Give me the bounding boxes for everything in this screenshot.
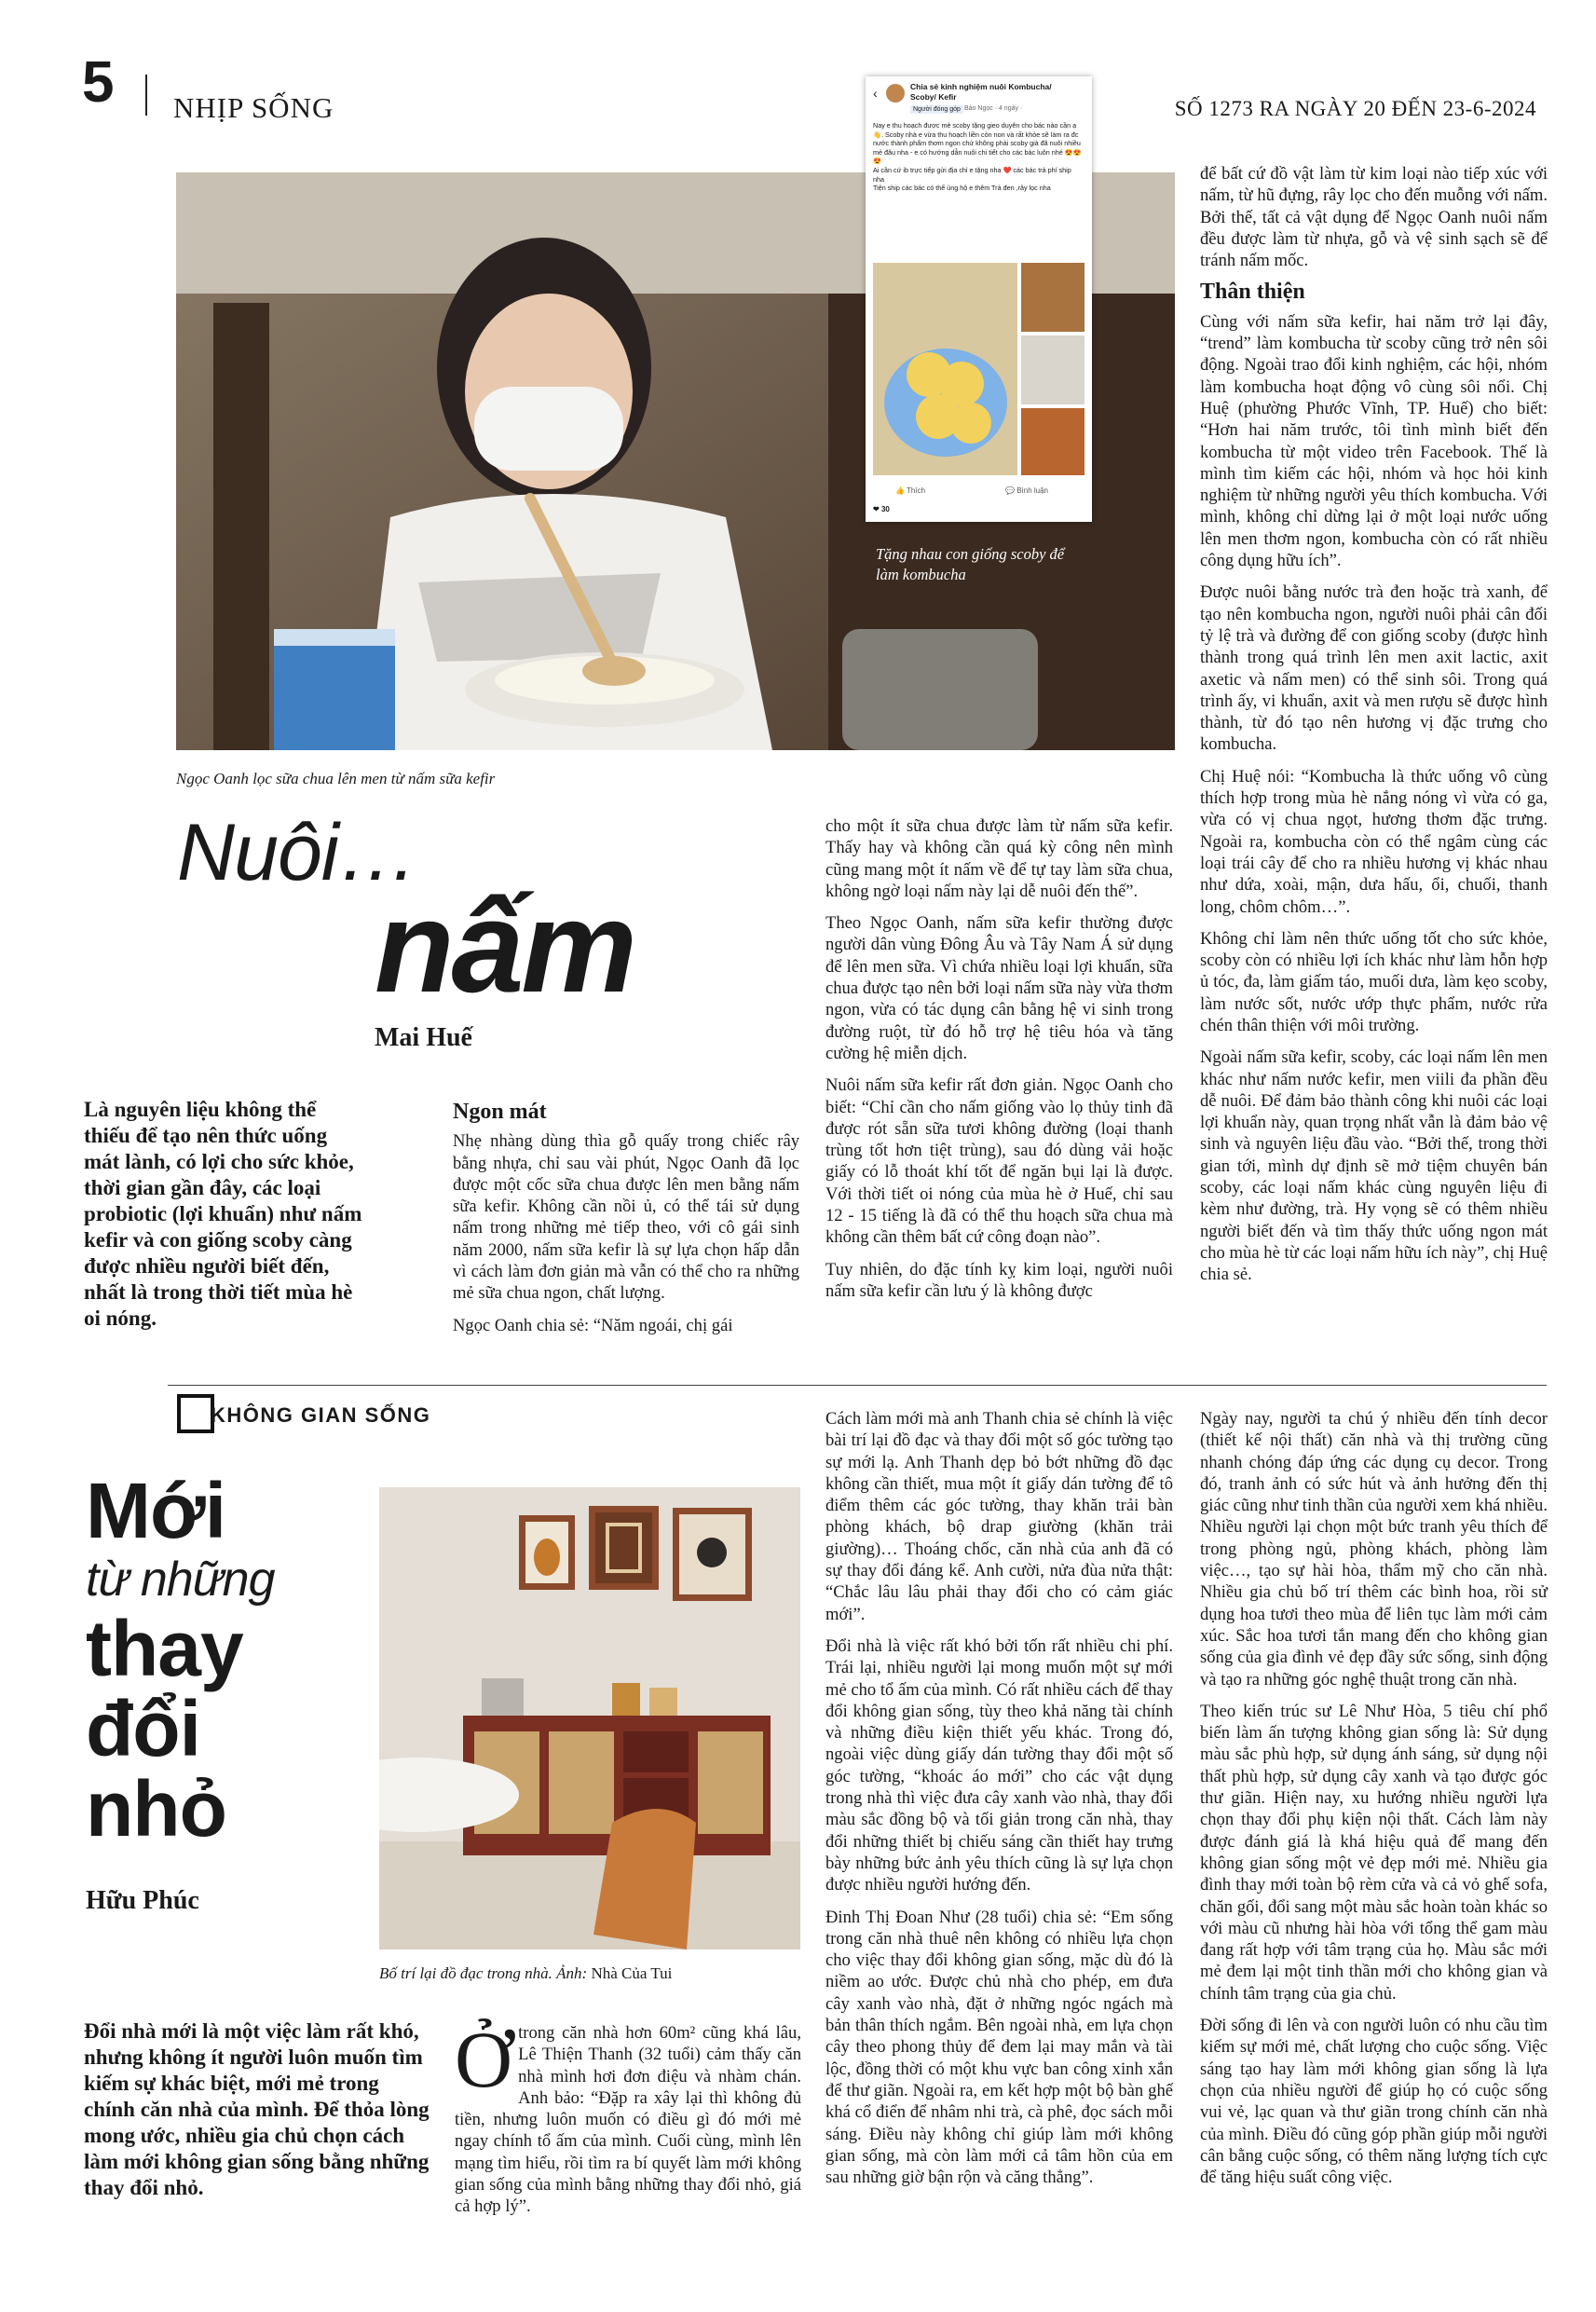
paragraph: Đời sống đi lên và con người luôn có nhu cầu tìm kiếm sự mới mẻ, chất lượng cho cuộc sống. Việc sáng tạo hay làm mới không gian sống là lựa chọn của nhiều người để giúp họ có cuộc sống vui vẻ, lạc quan và thư giãn trong chính căn nhà của mình. Điều đó cũng góp phần giúp mỗi người cân bằng cuộc sống, có thêm năng lượng tích cực để tăng hiệu suất công việc. (1200, 2016, 1548, 2188)
article-column-2 (825, 815, 1173, 1312)
paragraph: Cách làm mới mà anh Thanh chia sẻ chính là việc bài trí lại đồ đạc và thay đổi một số góc tường tạo sự mới lạ. Anh Thanh dẹp bỏ bớt những đồ đạc không cần thiết, mua một ít giấy dán tường để tô điểm thêm các góc tường, thay khăn trải bàn phòng khách, bộ drap giường (khăn trải giường)… Thoáng chốc, căn nhà của anh đã có sự thay đổi đáng kể. Anh cười, nửa đùa nửa thật: “Chắc lâu lâu phải thay đổi cho có cảm giác mới”. (825, 1409, 1173, 1624)
article2-column-1 (455, 2015, 801, 2218)
photo-caption: Ngọc Oanh lọc sữa chua lên men từ nấm sữa kefir (176, 770, 496, 787)
back-arrow-icon[interactable]: ‹ (873, 86, 878, 101)
paragraph: Ngoài nấm sữa kefir, scoby, các loại nấm lên men khác như nấm nước kefir, men viili đa phần đều dễ nuôi. Để đảm bảo thành công khi nuôi các loại lợi khuẩn này, quan trọng nhất vẫn là đảm bảo vệ sinh và nguyên liệu đầu vào. “Bởi thế, trong thời gian tới, mình dự định sẽ mở tiệm chuyên bán scoby, các loại nấm khác cùng nguyên liệu đi kèm như đường, trà. Hy vọng sẽ có thêm nhiều người biết đến và tìm thấy thức uống ngon mát cho mùa hè từ các loại nấm hữu ích này”, chị Huệ chia sẻ. (1200, 1047, 1548, 1285)
living-room-photo (379, 1487, 800, 1949)
paragraph: trong căn nhà hơn 60m² cũng khá lâu, Lê Thiện Thanh (32 tuổi) cảm thấy căn nhà mình hơi đơn điệu và nhàm chán. Anh bảo: “Đặp ra xây lại thì không đủ tiền, nhưng luôn muốn có điều gì đó mới mẻ ngay chính tổ ấm của mình. Cuối cùng, mình lên mạng tìm hiểu, rồi tìm ra bí quyết làm mới không gian sống của mình bằng những thay đổi nhỏ, giá cả hợp lý”. (455, 2023, 801, 2217)
article-title-line2: nấm (375, 873, 634, 1019)
article-title-line1: Nuôi… (177, 808, 417, 897)
post-photo-jar (1021, 263, 1084, 332)
comment-label: Bình luận (1016, 486, 1048, 495)
title-word: đổi (86, 1685, 200, 1772)
post-photo-bottles (1021, 408, 1084, 475)
photo-credit: Nhà Của Tui (591, 1964, 673, 1982)
paragraph: Ngọc Oanh chia sẻ: “Năm ngoái, chị gái (453, 1315, 733, 1335)
like-label: Thích (907, 486, 926, 495)
like-button[interactable]: 👍 Thích (895, 486, 926, 495)
header-divider (145, 75, 147, 116)
section-name: NHỊP SỐNG (173, 91, 334, 124)
paragraph: Cùng với nấm sữa kefir, hai năm trở lại đây, “trend” làm kombucha từ scoby cũng trở nên sôi động. Ngoài trao đổi kinh nghiệm, các hội, nhóm làm kombucha hoạt động vô cùng sôi nổi. Chị Huệ (phường Phước Vĩnh, TP. Huế) cho biết: “Hơn hai năm trước, tôi tình mình biết đến kombucha từ một video trên Facebook. Thế là mình tìm kiếm các hội, nhóm và học hỏi kinh nghiệm từ những người yêu thích kombucha. Với mình, không chỉ dừng lại ở một loại nước uống lên men thơm ngon, kombucha còn có rất nhiều công dụng hữu ích”. (1200, 311, 1548, 571)
section-divider (168, 1385, 1547, 1386)
paragraph: Chị Huệ nói: “Kombucha là thức uống vô cùng thích hợp trong mùa hè nắng nóng vì vừa có ga, vừa có vị chua ngọt, hương thơm đặc trưng. Ngoài ra, kombucha còn có thể ngâm cùng các loại trái cây để cho ra nhiều hương vị khác nhau như dứa, xoài, mận, dưa hấu, ổi, chuối, thanh long, chôm chôm…”. (1200, 766, 1548, 917)
paragraph: Không chỉ làm nên thức uống tốt cho sức khỏe, scoby còn có nhiều lợi ích khác như làm hỗn hợp ủ tóc, đa, làm giấm táo, muối dưa, làm kẹo scoby, làm nước sốt, nước ướp thực phẩm, nước rửa chén thân thiện với môi trường. (1200, 928, 1548, 1035)
title-word: từ những (86, 1553, 275, 1607)
paragraph: Đinh Thị Đoan Như (28 tuổi) chia sẻ: “Em sống trong căn nhà thuê nên không có nhiều lựa chọn cho việc thay đổi không gian sống, mặc dù đó là niềm ao ước. Được chủ nhà cho phép, em đưa cây xanh vào nhà, đặt ở những ngóc ngách mà bản thân thích ngắm. Bên ngoài nhà, em lựa chọn cây theo phong thủy để đem lại may mắn và tài lộc, đồng thời có một khu vực ban công xinh xắn để thư giãn. Ngoài ra, em kết hợp một bộ bàn ghế khá cổ điển để nhâm nhi trà, cà phê, đọc sách mỗi sáng. Điều này không chỉ giúp làm mới không gian sống, mà còn làm mới cả tâm hồn của em sau những giờ bận rộn và căng thẳng”. (825, 1907, 1173, 2188)
post-photo-main (873, 263, 1017, 475)
title-word: nhỏ (86, 1765, 226, 1853)
issue-info: SỐ 1273 RA NGÀY 20 ĐẾN 23-6-2024 (1174, 97, 1536, 120)
post-photo-tools (1021, 335, 1084, 404)
paragraph: Đổi nhà là việc rất khó bởi tốn rất nhiều chi phí. Trái lại, nhiều người lại mong muốn một sự mới mẻ cho tổ ấm của mình. Có rất nhiều cách để thay đổi không gian sống, tùy theo khả năng tài chính và những điều kiện thiết yếu khác. Trong đó, ngoài việc dùng giấy dán tường thay đổi một số góc tường, “khoác áo mới” cho các vật dụng trong nhà thì việc đưa cây xanh vào nhà, thay đổi màu sắc đồng bộ và tối giản trong căn nhà, thay đổi những thiết bị chiếu sáng cần thiết hay trưng bày những bức ảnh yêu thích cũng là sự lựa chọn được nhiều người hướng đến. (825, 1635, 1173, 1895)
paragraph: Tuy nhiên, do đặc tính kỵ kim loại, người nuôi nấm sữa kefir cần lưu ý là không được (825, 1259, 1173, 1301)
paragraph: Nuôi nấm sữa kefir rất đơn giản. Ngọc Oanh cho biết: “Chỉ cần cho nấm giống vào lọ thủy tinh đã được rót sẵn sữa tươi không đường (loại thanh trùng tốt hơn tiệt trùng), sau đó dùng vải hoặc giấy có lỗ thoát khí tốt để ngăn bụi lại là được. Với thời tiết oi nóng của mùa hè ở Huế, chỉ sau 12 - 15 tiếng là đã có thể thu hoạch sữa chua mà không cần thêm bất cứ công đoạn nào”. (825, 1075, 1173, 1248)
paragraph: Nhẹ nhàng dùng thìa gỗ quấy trong chiếc rây bằng nhựa, chỉ sau vài phút, Ngọc Oanh đã lọc được một cốc sữa chua được lên men bằng nấm sữa kefir. Không cần nồi ủ, có thể tái sử dụng nấm trong những mẻ tiếp theo, với cô gái sinh năm 2000, nấm sữa kefir là sự lựa chọn hấp dẫn vì cách làm đơn giản mà vẫn có thể cho ra những mẻ sữa chua ngon, chất lượng. (453, 1131, 799, 1304)
article-byline: Mai Huế (375, 1023, 472, 1052)
inset-caption: Tặng nhau con giống scoby để làm kombucha (876, 545, 1065, 583)
paragraph: Theo Ngọc Oanh, nấm sữa kefir thường được người dân vùng Đông Âu và Tây Nam Á sử dụng để lên men sữa. Vì chứa nhiều loại lợi khuẩn, sữa chua được tạo nên bởi loại nấm sữa này vừa thơm ngon, vừa có tác dụng cân bằng hệ vi sinh trong đường ruột, từ đó hỗ trợ hệ tiêu hóa và tăng cường hệ miễn dịch. (825, 913, 1173, 1063)
page-number: 5 (82, 50, 115, 115)
article2-byline: Hữu Phúc (86, 1886, 199, 1915)
drop-cap: Ở (455, 2015, 513, 2104)
reaction-count: ❤ 30 (873, 505, 890, 513)
caption-text: Bố trí lại đồ đạc trong nhà. Ảnh: (379, 1964, 592, 1982)
article-column-1 (453, 1098, 799, 1347)
subheading: Thân thiện (1200, 280, 1305, 305)
paragraph: cho một ít sữa chua được làm từ nấm sữa kefir. Thấy hay và không cần quá kỳ công nên mình cũng mang một ít nấm về để tự tay làm sữa chua, không ngờ loại nấm này lại dễ nuôi đến thế”. (825, 816, 1173, 901)
article2-column-2 (825, 1408, 1173, 2198)
comment-button[interactable]: 💬 Bình luận (1005, 486, 1048, 495)
living-room-illustration (379, 1487, 800, 1949)
kicker: KHÔNG GIAN SỐNG (211, 1403, 431, 1427)
paragraph: để bất cứ đồ vật làm từ kim loại nào tiếp xúc với nấm, từ hũ đựng, rây lọc cho đến muỗng với nấm. Bởi thế, tất cả vật dụng để Ngọc Oanh nuôi nấm đều được làm từ nhựa, gỗ và vệ sinh sạch sẽ để tránh nấm mốc. (1200, 164, 1548, 271)
subheading: Ngon mát (453, 1100, 547, 1124)
title-word: thay (86, 1605, 243, 1692)
facebook-post-inset (866, 76, 1092, 522)
kicker-box-icon (177, 1394, 214, 1433)
post-text: Nay e thu hoạch được mẻ scoby tặng gieo duyên cho bác nào cần ạ 👋. Scoby nhà e vừa thu hoạch liền còn non và rất khỏe sẽ làm ra đc nước thành phẩm thơm ngon chứ không phải scoby già đã nuôi nhiều mẻ đâu nha - e có hướng dẫn nuôi chi tiết cho các bác luôn nhé 😍😍😍 Ai cần cứ ib trực tiếp gửi địa chỉ e tặng nha ❤️ các bác trả phí ship nha Tiện ship các bác có thể ủng hộ e thêm Trà đen ,rây lọc nha (873, 121, 1082, 193)
contributor-badge: Người đóng góp (910, 105, 963, 114)
title-word: Mới (86, 1467, 226, 1554)
article2-column-3 (1200, 1408, 1548, 2198)
article2-lead: Đổi nhà mới là một việc làm rất khó, nhưng không ít người luôn muốn tìm kiếm sự khác biệt, mới mẻ trong chính căn nhà của mình. Để thỏa lòng mong ước, nhiều gia chủ chọn cách làm mới không gian sống bằng những thay đổi nhỏ. (84, 2019, 430, 2199)
post-meta: Bảo Ngọc · 4 ngày · (964, 105, 1023, 112)
paragraph: Ngày nay, người ta chú ý nhiều đến tính decor (thiết kế nội thất) căn nhà và thị trường cũng nhanh chóng đáp ứng các dụng cụ decor. Trong đó, tranh ảnh có sức hút và ảnh hưởng đến thị giác cũng như tinh thần của người xem khá nhiều. Nhiều người lại chọn một bức tranh yêu thích để trong phòng ngủ, phòng khách, phòng làm việc…, tạo sự hài hòa, thẩm mỹ cho căn nhà. Nhiều gia chủ bố trí thêm các bình hoa, rồi sử dụng hoa tươi theo mùa để liên tục làm mới cảm xúc. Sắc hoa tươi tắn mang đến cho không gian sống của gia đình vẻ đẹp đầy sức sống, sinh động và tạo ra những góc nghệ thuật trong căn nhà. (1200, 1409, 1548, 1690)
article-lead: Là nguyên liệu không thể thiếu để tạo nên thức uống mát lành, có lợi cho sức khỏe, thời gian gần đây, các loại probiotic (lợi khuẩn) như nấm kefir và con giống scoby càng được nhiều người biết đến, nhất là trong thời tiết mùa hè oi nóng. (84, 1098, 362, 1330)
avatar (886, 84, 905, 103)
article2-photo-caption (379, 1964, 672, 1983)
paragraph: Theo kiến trúc sư Lê Như Hòa, 5 tiêu chí phổ biến làm ấn tượng không gian sống là: Sử dụng màu sắc phù hợp, sử dụng ánh sáng, sử dụng nội thất phù hợp, sử dụng cây xanh và tạo được góc thư giãn. Hiện nay, xu hướng nhiều người lựa chọn thay đổi phụ kiện nội thất. Cách làm này được đánh giá là khá hiệu quả để mang đến không gian sống một vẻ đẹp mới mẻ. Nhiều gia đình thay mới toàn bộ rèm cửa và cả vỏ ghế sofa, chăn gối, đổi sang một màu sắc hoàn toàn khác so với màu cũ nhưng hài hòa với tổng thể gam màu đang rất hợp với tâm trạng của họ. Màu sắc mới mẻ đem lại một tinh thần mới cho không gian và chính tâm trạng của gia chủ. (1200, 1701, 1548, 2004)
reaction-count-value: 30 (880, 505, 890, 513)
article-column-3 (1200, 163, 1548, 1296)
post-group-title[interactable]: Chia sẻ kinh nghiệm nuôi Kombucha/ Scoby/ Kefir (910, 82, 1052, 102)
paragraph: Được nuôi bằng nước trà đen hoặc trà xanh, để tạo nên kombucha ngon, người nuôi phải cân đối tỷ lệ trà và đường để con giống scoby (được hình thành trong quá trình lên men axit lactic, axit axetic và nấm men) có thể sinh sôi. Trong quá trình ấy, vi khuẩn, axit và men rượu sẽ được hình thành, từ đó tạo nên hương vị đặc trưng cho kombucha. (1200, 582, 1548, 755)
article2-title (86, 1467, 275, 1853)
